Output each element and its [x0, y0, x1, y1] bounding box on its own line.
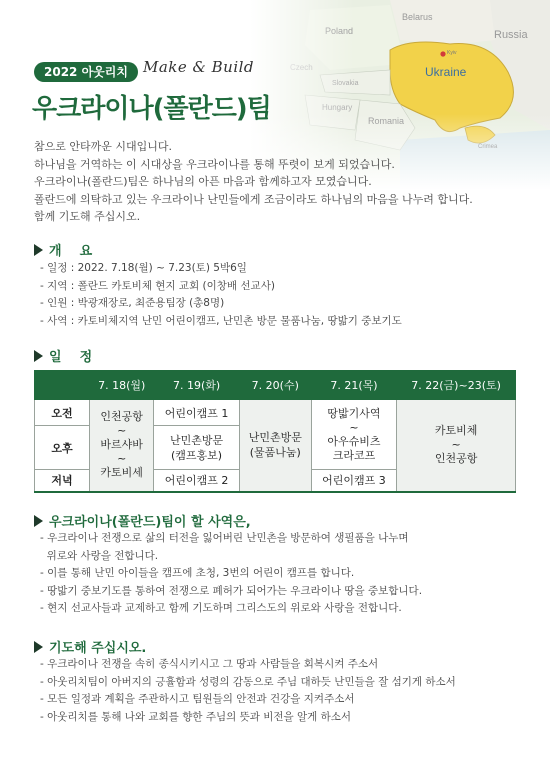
page-title: 우크라이나(폴란드)팀	[32, 94, 271, 124]
triangle-bullet-icon	[34, 244, 43, 256]
intro-line: 폴란드에 의탁하고 있는 우크라이나 난민들에게 조금이라도 하나님의 마음을 나누려 합니다.	[34, 192, 473, 206]
row-label: 저녁	[35, 470, 90, 492]
schedule-col-header: 7. 19(화)	[154, 371, 239, 400]
overview-item: - 사역 : 카토비체지역 난민 어린이캠프, 난민촌 방문 물품나눔, 땅밟기 중보기도	[40, 314, 402, 327]
cell-day4-evening: 어린이캠프 3	[311, 470, 396, 492]
schedule-row-morning	[35, 400, 516, 426]
row-label: 오후	[35, 426, 90, 470]
cell-day2-evening: 어린이캠프 2	[154, 470, 239, 492]
cell-day3: 난민촌방문 (물품나눔)	[239, 400, 311, 492]
row-label: 오전	[35, 400, 90, 426]
intro-line: 함께 기도해 주십시오.	[34, 210, 141, 224]
prayer-list	[40, 656, 456, 726]
schedule-heading: 일 정	[34, 346, 92, 365]
mission-item: - 땅밟기 중보기도를 통하여 전쟁으로 폐허가 되어가는 우크라이나 땅을 중보합니다.	[40, 584, 423, 597]
overview-heading: 개 요	[34, 240, 92, 259]
overview-list	[40, 260, 402, 330]
overview-item: - 지역 : 폴란드 카토비체 현지 교회 (이창배 선교사)	[40, 279, 275, 292]
cell-day4-day: 땅밟기사역 ~ 아우슈비츠 크라코프	[311, 400, 396, 470]
intro-line: 우크라이나(폴란드)팀은 하나님의 아픈 마음과 함께하고자 모였습니다.	[34, 175, 372, 189]
prayer-item: - 아웃리치를 통해 나와 교회를 향한 주님의 뜻과 비전을 알게 하소서	[40, 710, 352, 723]
prayer-heading: 기도해 주십시오.	[34, 637, 146, 656]
mission-list	[40, 530, 422, 618]
intro-line: 하나님을 거역하는 이 시대상을 우크라이나를 통해 뚜렷이 보게 되었습니다.	[34, 157, 395, 171]
schedule-col-header: 7. 20(수)	[239, 371, 311, 400]
mission-item: - 현지 선교사들과 교제하고 함께 기도하며 그리스도의 위로와 사랑을 전합니다.	[40, 602, 402, 614]
schedule-col-header: 7. 18(월)	[90, 371, 154, 400]
cell-day1: 인천공항 ~ 바르샤바 ~ 카토비세	[90, 400, 154, 492]
schedule-col-header	[35, 371, 90, 400]
mission-item: - 이를 통해 난민 아이들을 캠프에 초청, 3번의 어린이 캠프를 합니다.	[40, 567, 355, 579]
prayer-item: - 모든 일정과 계획을 주관하시고 팀원들의 안전과 건강을 지켜주소서	[40, 693, 355, 705]
cell-day5: 카토비체 ~ 인천공항	[397, 400, 516, 492]
outreach-year-badge: 2022 아웃리치	[34, 62, 138, 82]
mission-item: - 우크라이나 전쟁으로 삶의 터전을 잃어버린 난민촌을 방문하여 생필품을 나누며	[40, 532, 409, 544]
cell-day2-afternoon: 난민촌방문 (캠프홍보)	[154, 426, 239, 470]
triangle-bullet-icon	[34, 641, 43, 653]
overview-item: - 인원 : 박광재장로, 최준용팀장 (총8명)	[40, 297, 225, 309]
mission-heading: 우크라이나(폴란드)팀이 할 사역은,	[34, 511, 251, 530]
cell-day2-morning: 어린이캠프 1	[154, 400, 239, 426]
make-and-build-logo: Make & Build	[143, 58, 255, 76]
prayer-item: - 아웃리치팀이 아버지의 긍휼함과 성령의 감동으로 주님 대하듯 난민들을 잘 섬기게 하소서	[40, 675, 456, 688]
prayer-item: - 우크라이나 전쟁을 속히 종식시키시고 그 땅과 사람들을 회복시켜 주소서	[40, 658, 379, 670]
schedule-col-header: 7. 22(금)~23(토)	[397, 371, 516, 400]
intro-paragraph	[34, 138, 524, 226]
triangle-bullet-icon	[34, 350, 43, 362]
triangle-bullet-icon	[34, 515, 43, 527]
schedule-table	[34, 370, 516, 493]
mission-item: 위로와 사랑을 전합니다.	[40, 549, 159, 562]
schedule-col-header: 7. 21(목)	[311, 371, 396, 400]
overview-item: - 일정 : 2022. 7.18(월) ~ 7.23(토) 5박6일	[40, 262, 247, 274]
intro-line: 참으로 안타까운 시대입니다.	[34, 140, 173, 153]
schedule-header-row	[35, 371, 516, 400]
